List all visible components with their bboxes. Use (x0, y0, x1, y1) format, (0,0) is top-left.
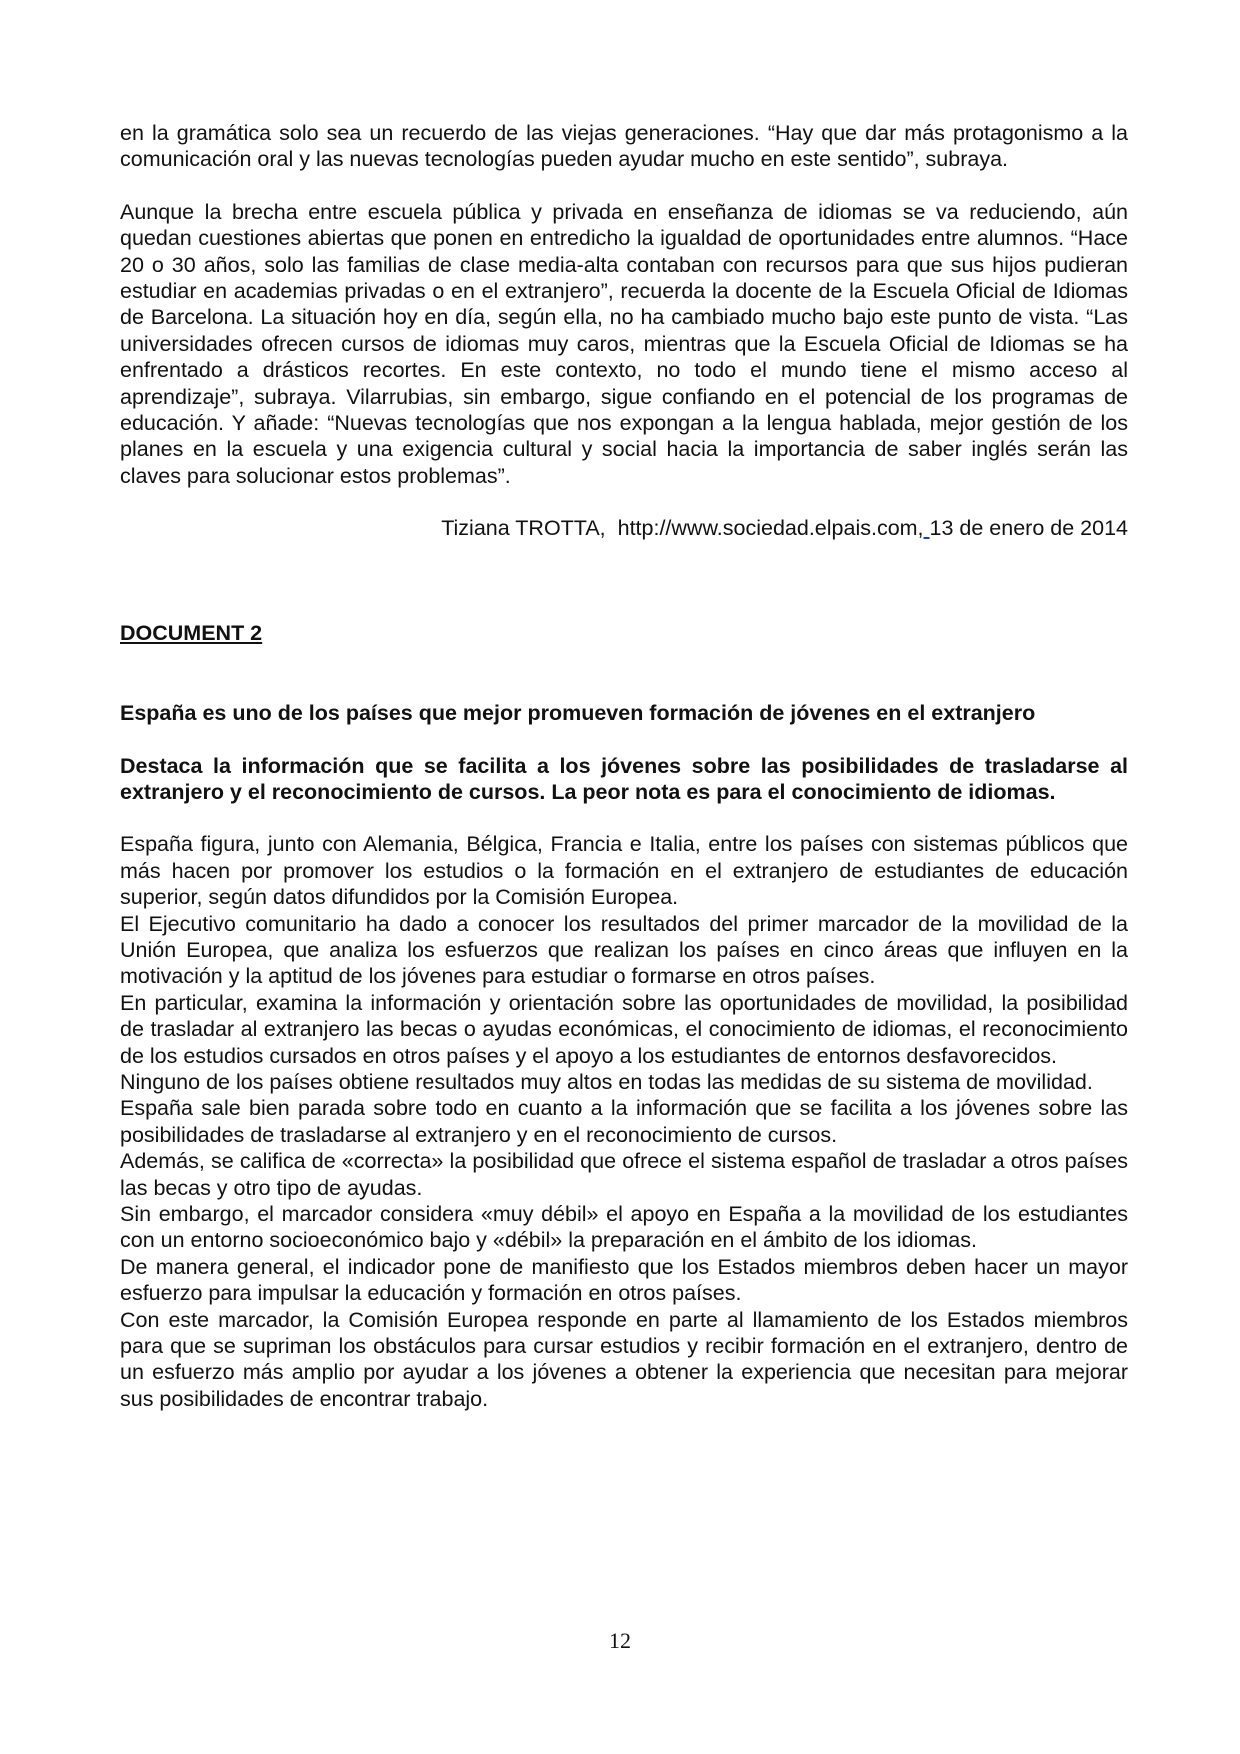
doc1-paragraph-2: Aunque la brecha entre escuela pública y privada en enseñanza de idiomas se va reduciendo, aún quedan cuestiones abiertas que ponen en entredicho la igualdad de oportunidades entre alumnos. “Hace 20 o 30 años, solo las familias de clase media-alta contaban con recursos para que sus hijos pudieran estudiar en academias privadas o en el extranjero”, recuerda la docente de la Escuela Oficial de Idiomas de Barcelona. La situación hoy en día, según ella, no ha cambiado mucho bajo este punto de vista. “Las universidades ofrecen cursos de idiomas muy caros, mientras que la Escuela Oficial de Idiomas se ha enfrentado a drásticos recortes. En este contexto, no todo el mundo tiene el mismo acceso al aprendizaje”, subraya. Vilarrubias, sin embargo, sigue confiando en el potencial de los programas de educación. Y añade: “Nuevas tecnologías que nos expongan a la lengua hablada, mejor gestión de los planes en la escuela y una exigencia cultural y social hacia la importancia de saber inglés serán las claves para solucionar estos problemas”. (120, 199, 1128, 488)
document-2-body (120, 831, 1128, 1412)
doc2-paragraph: Sin embargo, el marcador considera «muy débil» el apoyo en España a la movilidad de los estudiantes con un entorno socioeconómico bajo y «débil» la preparación en el ámbito de los idiomas. (120, 1202, 1128, 1253)
article-signature (120, 515, 1128, 541)
signature-url-link[interactable]: http://www.sociedad.elpais.com, (617, 516, 924, 541)
page-content (120, 120, 1128, 1412)
doc2-paragraph: En particular, examina la información y orientación sobre las oportunidades de movilidad, la posibilidad de trasladar al extranjero las becas o ayudas económicas, el conocimiento de idiomas, el reconocimiento de los estudios cursados en otros países y el apoyo a los estudiantes de entornos desfavorecidos. (120, 990, 1128, 1068)
doc2-paragraph: España sale bien parada sobre todo en cuanto a la información que se facilita a los jóvenes sobre las posibilidades de trasladarse al extranjero y en el reconocimiento de cursos. (120, 1096, 1128, 1147)
doc2-paragraph: Además, se califica de «correcta» la posibilidad que ofrece el sistema español de trasladar a otros países las becas y otro tipo de ayudas. (120, 1149, 1128, 1200)
doc2-paragraph: Ninguno de los países obtiene resultados muy altos en todas las medidas de su sistema de movilidad. (120, 1069, 1093, 1094)
page-number: 12 (609, 1628, 631, 1653)
doc2-paragraph: Con este marcador, la Comisión Europea responde en parte al llamamiento de los Estados miembros para que se supriman los obstáculos para cursar estudios y recibir formación en el extranjero, dentro de un esfuerzo más amplio por ayudar a los jóvenes a obtener la experiencia que necesitan para mejorar sus posibilidades de encontrar trabajo. (120, 1307, 1128, 1411)
document-2-subheadline: Destaca la información que se facilita a los jóvenes sobre las posibilidades de trasladarse al extranjero y el reconocimiento de cursos. La peor nota es para el conocimiento de idiomas. (120, 753, 1128, 804)
doc2-paragraph: España figura, junto con Alemania, Bélgica, Francia e Italia, entre los países con sistemas públicos que más hacen por promover los estudios o la formación en el extranjero de estudiantes de educación superior, según datos difundidos por la Comisión Europea. (120, 832, 1128, 910)
document-2-label: DOCUMENT 2 (120, 620, 263, 645)
doc2-paragraph: El Ejecutivo comunitario ha dado a conocer los resultados del primer marcador de la movilidad de la Unión Europea, que analiza los esfuerzos que realizan los países en cinco áreas que influyen en la motivación y la aptitud de los jóvenes para estudiar o formarse en otros países. (120, 911, 1128, 989)
document-2-headline: España es uno de los países que mejor promueven formación de jóvenes en el extranjero (120, 701, 1036, 726)
signature-date: 13 de enero de 2014 (929, 516, 1128, 541)
doc2-paragraph: De manera general, el indicador pone de manifiesto que los Estados miembros deben hacer un mayor esfuerzo para impulsar la educación y formación en otros países. (120, 1254, 1128, 1306)
doc1-continuation-paragraph: en la gramática solo sea un recuerdo de las viejas generaciones. “Hay que dar más protagonismo a la comunicación oral y las nuevas tecnologías pueden ayudar mucho en este sentido”, subraya. (120, 121, 1128, 172)
signature-author: Tiziana TROTTA, (441, 516, 606, 541)
